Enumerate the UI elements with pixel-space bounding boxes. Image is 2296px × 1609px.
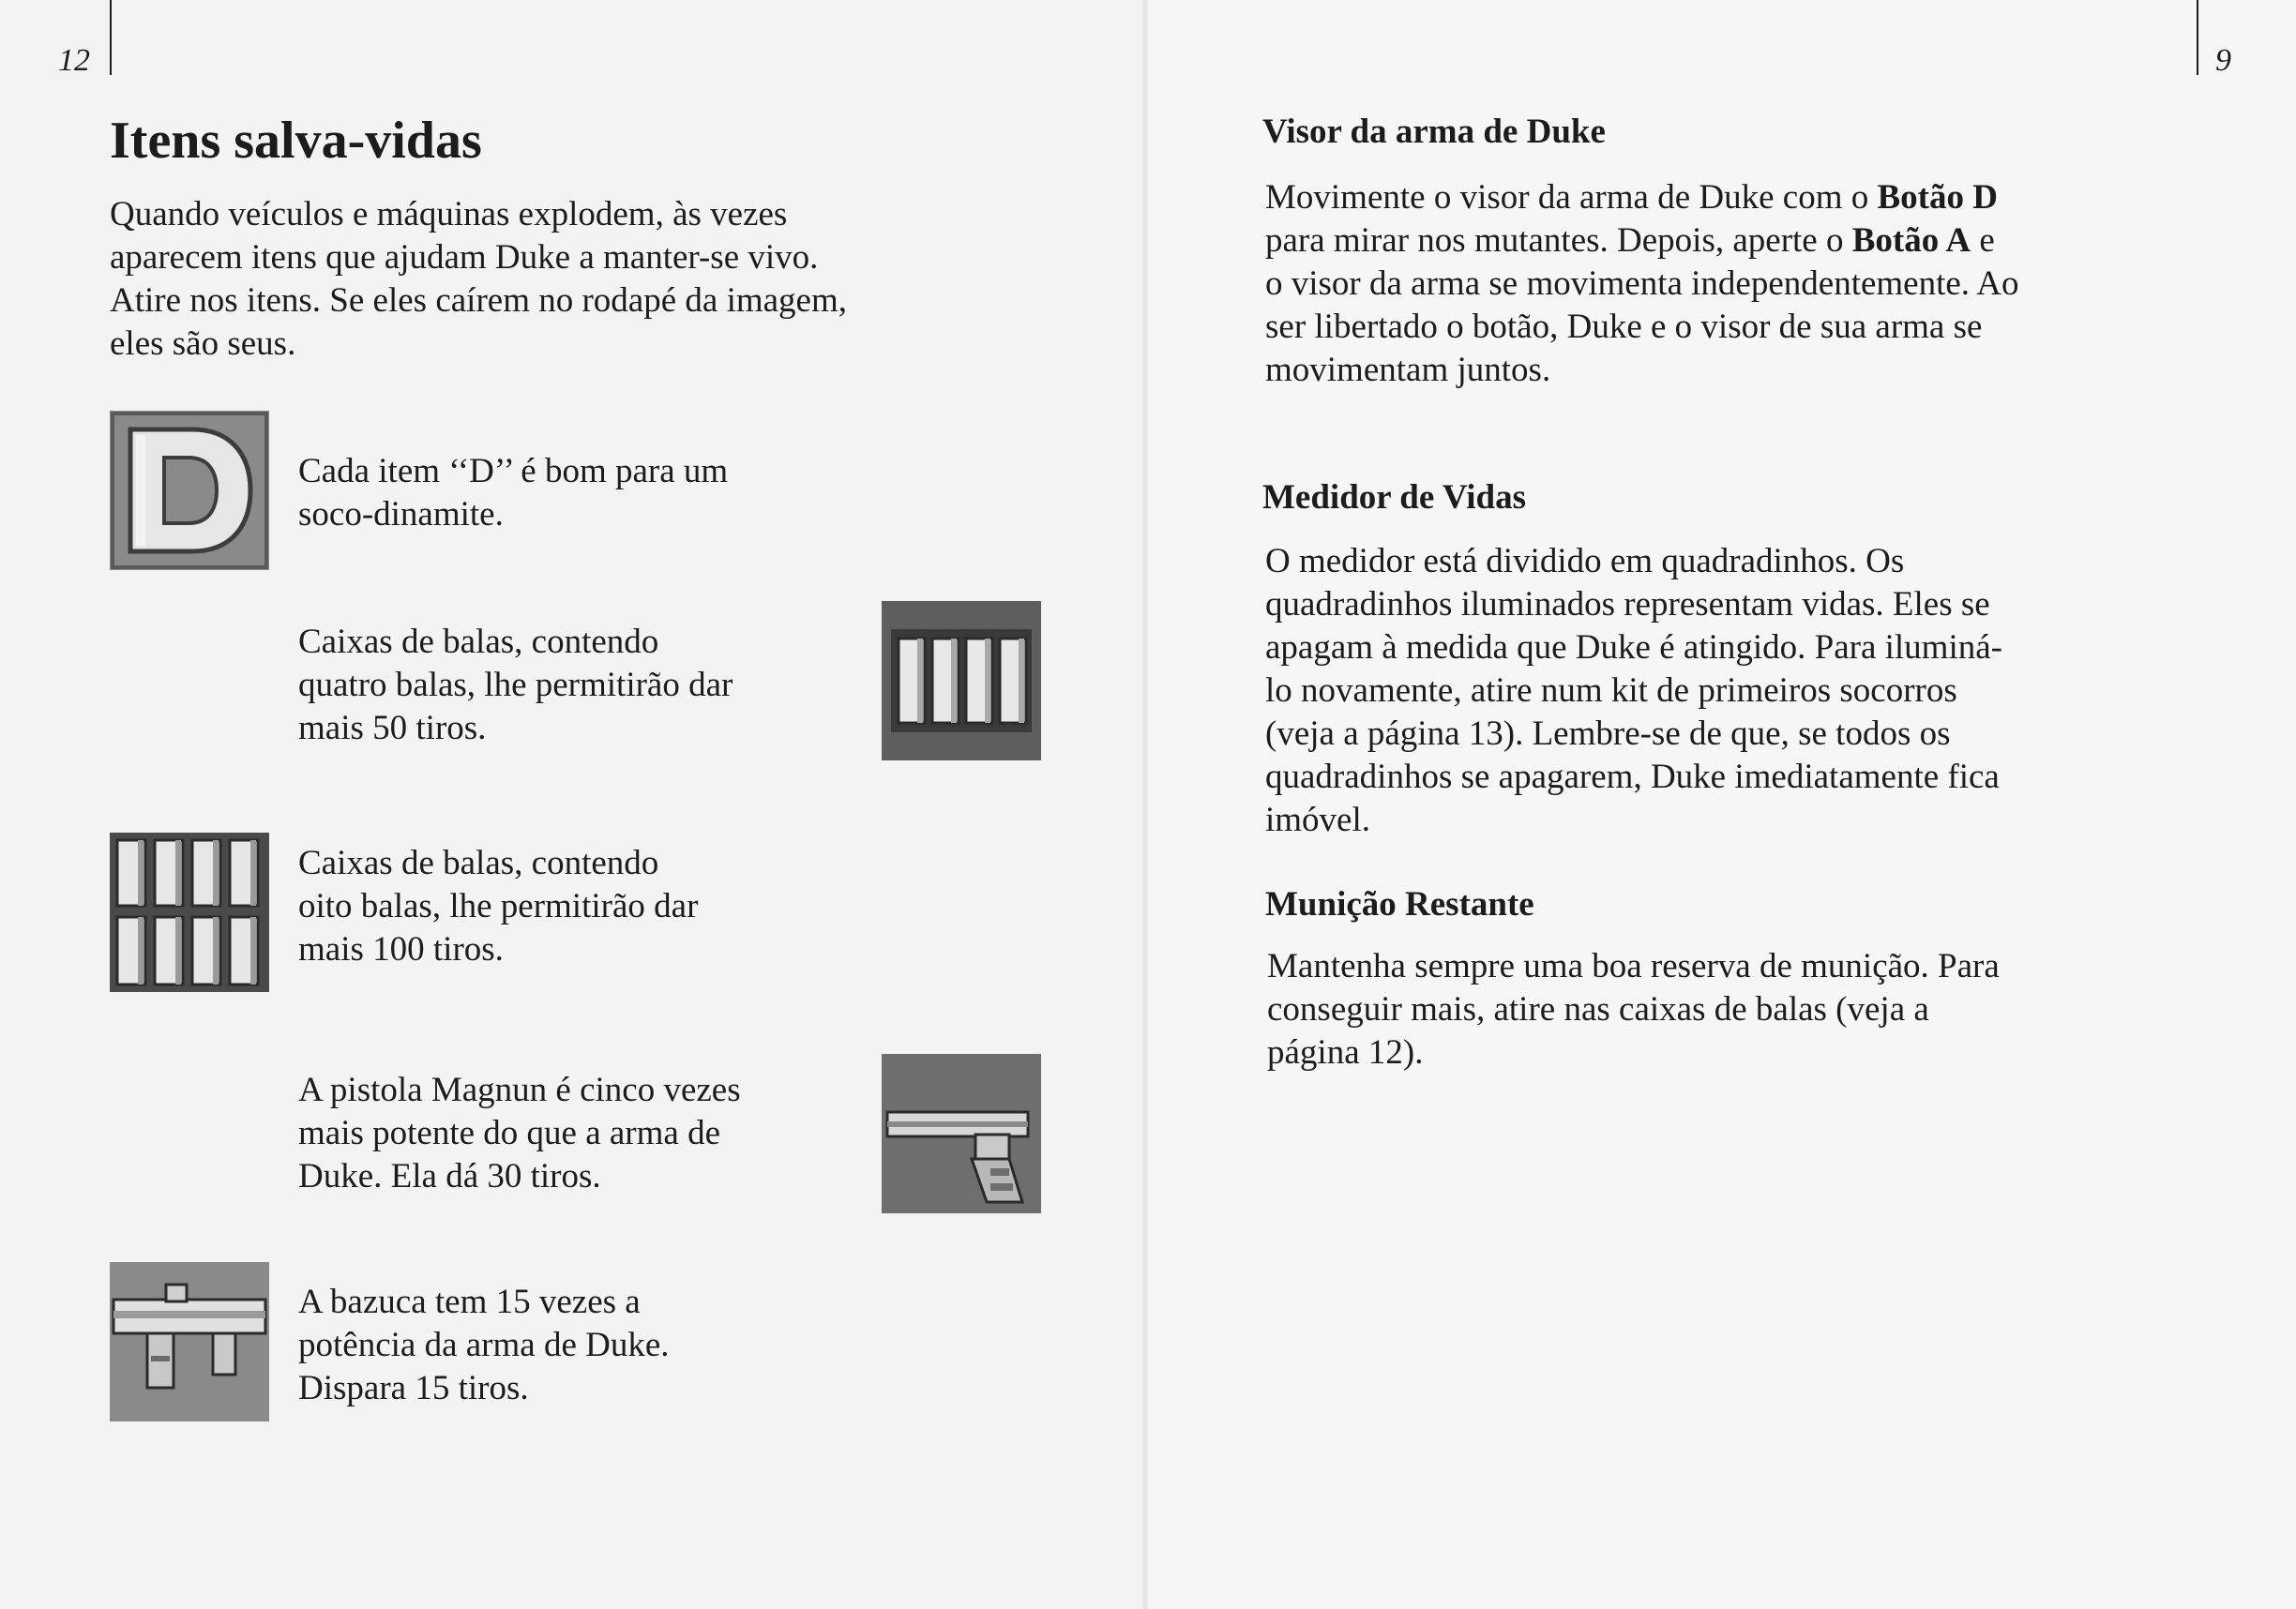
book-spine xyxy=(1142,0,1148,1609)
button-name-emphasis: Botão D xyxy=(1877,178,1998,217)
button-name-emphasis: Botão A xyxy=(1851,221,1971,260)
item-line: mais 50 tiros. xyxy=(298,709,487,747)
section-heading: Medidor de Vidas xyxy=(1262,478,1526,517)
item-line: Caixas de balas, contendo xyxy=(298,623,659,661)
left-page-number: 12 xyxy=(58,43,90,78)
section-heading: Munição Restante xyxy=(1265,885,1534,924)
intro-line: Atire nos itens. Se eles caírem no rodapé da imagem, xyxy=(110,281,847,320)
right-page-number: 9 xyxy=(2215,43,2231,78)
item-line: soco-dinamite. xyxy=(298,495,504,534)
section-line: apagam à medida que Duke é atingido. Para iluminá- xyxy=(1265,628,2002,667)
section-line: O medidor está dividido em quadradinhos. Os xyxy=(1265,542,1905,580)
section-line: quadradinhos iluminados representam vidas. Eles se xyxy=(1265,585,1990,624)
four-bullets-icon xyxy=(882,601,1041,760)
item-line: Dispara 15 tiros. xyxy=(298,1369,529,1407)
item-line: mais 100 tiros. xyxy=(298,930,504,969)
section-line: Movimente o visor da arma de Duke com o Botão D xyxy=(1265,178,1998,217)
eight-bullets-icon xyxy=(110,833,269,992)
section-line: página 12). xyxy=(1267,1033,1424,1072)
section-heading: Visor da arma de Duke xyxy=(1262,113,1606,151)
section-line: (veja a página 13). Lembre-se de que, se todos os xyxy=(1265,714,1951,753)
section-line: lo novamente, atire num kit de primeiros socorros xyxy=(1265,671,1957,710)
item-line: Cada item ‘‘D’’ é bom para um xyxy=(298,452,729,490)
item-line: Duke. Ela dá 30 tiros. xyxy=(298,1157,601,1195)
letter-d-icon xyxy=(110,411,269,570)
section-line: conseguir mais, atire nas caixas de balas (veja a xyxy=(1267,990,1929,1029)
item-line: oito balas, lhe permitirão dar xyxy=(298,887,699,925)
item-line: Caixas de balas, contendo xyxy=(298,844,659,882)
section-line: ser libertado o botão, Duke e o visor de sua arma se xyxy=(1265,308,1983,346)
item-line: mais potente do que a arma de xyxy=(298,1114,720,1152)
bazooka-icon xyxy=(110,1262,269,1421)
right-page-number-rule xyxy=(2197,0,2198,75)
item-line: A bazuca tem 15 vezes a xyxy=(298,1283,641,1321)
section-line: para mirar nos mutantes. Depois, aperte o Botão A e xyxy=(1265,221,1995,260)
magnum-pistol-icon xyxy=(882,1054,1041,1213)
intro-line: Quando veículos e máquinas explodem, às vezes xyxy=(110,195,788,233)
left-page-number-rule xyxy=(110,0,112,75)
section-line: imóvel. xyxy=(1265,801,1371,839)
section-line: movimentam juntos. xyxy=(1265,351,1551,389)
section-line: o visor da arma se movimenta independentemente. Ao xyxy=(1265,264,2019,303)
section-line: Mantenha sempre uma boa reserva de munição. Para xyxy=(1267,947,2000,985)
intro-line: aparecem itens que ajudam Duke a manter-se vivo. xyxy=(110,238,819,277)
item-line: A pistola Magnun é cinco vezes xyxy=(298,1071,741,1109)
intro-line: eles são seus. xyxy=(110,324,296,363)
item-line: potência da arma de Duke. xyxy=(298,1326,670,1364)
section-line: quadradinhos se apagarem, Duke imediatamente fica xyxy=(1265,758,2000,796)
page-title: Itens salva-vidas xyxy=(110,112,482,170)
item-line: quatro balas, lhe permitirão dar xyxy=(298,666,733,704)
